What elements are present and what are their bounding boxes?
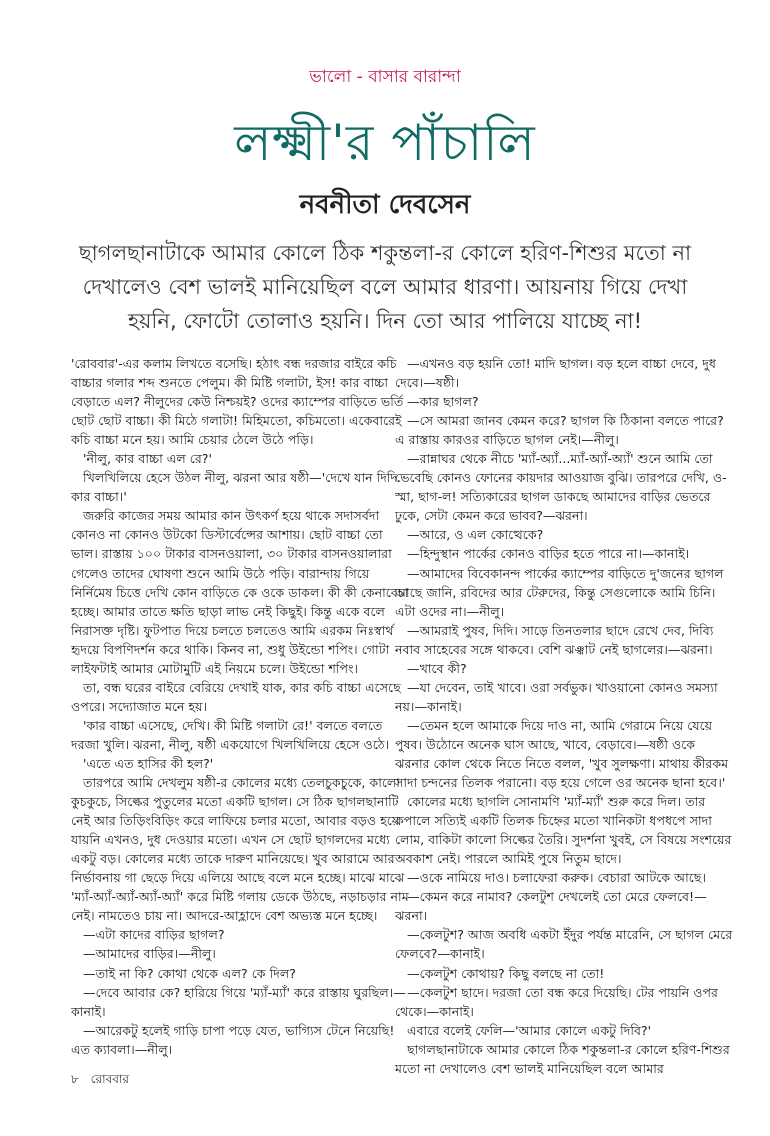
paragraph: —দেবে আবার কে? হারিয়ে গিয়ে 'ম্যাঁ-ম্যাঁ' করে রাস্তায় ঘুরছিল।—কানাই। — [71, 984, 406, 1019]
paragraph: 'নীলু, কার বাচ্চা এল রে?' — [83, 451, 212, 467]
paragraph: —এখনও বড় হয়নি তো! মাদি ছাগল। বড় হলে বাচ্চা দেবে, দুধ দেবে।—ষষ্ঠী। — [395, 356, 716, 391]
paragraph: তা, বন্ধ ঘরের বাইরে বেরিয়ে দেখাই যাক, কার কচি বাচ্চা এসেছে ওপরে। সদ্যোজাত মনে হয়। — [71, 679, 401, 714]
paragraph: ছাগলছানাটাকে আমার কোলে ঠিক শকুন্তলা-র কোলে হরিণ-শিশুর মতো না দেখালেও বেশ ভালই মানিয়েছিল বলে আমার — [395, 1041, 730, 1076]
paragraph: —কেলটুশ? আজ অবধি একটা ইঁদুর পর্যন্ত মারেনি, সে ছাগল মেরে ফেলবে?—কানাই। — [395, 927, 733, 962]
paragraph: —আমরাই পুষব, দিদি। সাড়ে তিনতলার ছাদে রেখে দেব, দিব্যি নবাব সাহেবের সঙ্গে থাকবে। বেশি ঝঞ্ঝাট নেই ছাগলের।—ঝরনা। — [395, 622, 714, 657]
article-title: লক্ষ্মী'র পাঁচালি — [234, 114, 536, 172]
section-kicker: ভালো - বাসার বারান্দা — [309, 67, 461, 87]
paragraph: 'কার বাচ্চা এসেছে, দেখি। কী মিষ্টি গলাটা রে!' বলতে বলতে দরজা খুলি। ঝরনা, নীলু, ষষ্ঠী একযোগে খিলখিলিয়ে হেসে ওঠে। — [71, 717, 390, 752]
paragraph: —হিন্দুস্থান পার্কের কোনও বাড়ির হতে পারে না।—কানাই। — [407, 546, 690, 562]
paragraph: —রান্নাঘর থেকে নীচে 'ম্যাঁ-অ্যাঁ...ম্যাঁ-অ্যাঁ-অ্যাঁ' শুনে আমি তো ভেবেছি কোনও ফোনের কায়দার আওয়াজ বুঝি। তারপরে দেখি, ও-স্মা, ছাগ-ল! সত্যিকারের ছাগল ডাকছে আমাদের বাড়ির ভেতরে ঢুকে, সেটা কেমন করে ভাবব?—ঝরনা। — [395, 451, 727, 524]
paragraph: —কার ছাগল? — [407, 394, 479, 410]
paragraph: —সে আমরা জানব কেমন করে? ছাগল কি ঠিকানা বলতে পারে? এ রাস্তায় কারওর বাড়িতে ছাগল নেই।—নীলু। — [395, 413, 724, 448]
paragraph: —আরেকটু হলেই গাড়ি চাপা পড়ে যেত, ভাগ্যিস টেনে নিয়েছি! এত ক্যাবলা।—নীলু। — [71, 1022, 395, 1057]
paragraph: —কেলটুশ ছাদে। দরজা তো বন্ধ করে দিয়েছি। টের পায়নি ওপর থেকে।—কানাই। — [395, 984, 718, 1019]
paragraph: —তেমন হলে আমাকে দিয়ে দাও না, আমি গেরামে নিয়ে যেয়ে পুষব। উঠোনে অনেক ঘাস আছে, খাবে, বেড়াবে।—ষষ্ঠী ওকে ঝরনার কোল থেকে নিতে নিতে বলল, 'খুব সুলক্ষণা। মাথায় কীরকম সাদা চন্দনের তিলক পরানো। বড় হয়ে গেলে ওর অনেক ছানা হবে।' — [395, 717, 729, 791]
paragraph: —কেমন করে নামাব? কেলটুশ দেখলেই তো মেরে ফেলবে!—ঝরনা। — [395, 889, 707, 924]
paragraph: —আমাদের বাড়ির।—নীলু। — [83, 946, 216, 962]
paragraph: 'এতে এত হাসির কী হল?' — [83, 755, 214, 771]
magazine-name: রোববার — [90, 1072, 130, 1086]
paragraph: এবারে বলেই ফেলি—'আমার কোলে একটু দিবি?' — [407, 1022, 652, 1038]
paragraph: —খাবে কী? — [407, 660, 467, 676]
body-column-left — [71, 354, 409, 1059]
paragraph: —আরে, ও এল কোত্থেকে? — [407, 527, 544, 543]
paragraph: —তাই না কি? কোথা থেকে এল? কে দিল? — [83, 965, 296, 981]
author-name: নবনীতা দেবসেন — [299, 190, 471, 220]
paragraph: খিলখিলিয়ে হেসে উঠল নীলু, ঝরনা আর ষষ্ঠী—'দেখে যান দিদি কার বাচ্চা।' — [71, 470, 398, 505]
paragraph: —ওকে নামিয়ে দাও। চলাফেরা করুক। বেচারা আটকে আছে। — [407, 870, 706, 886]
page-footer — [71, 1071, 137, 1091]
paragraph: —আমাদের বিবেকানন্দ পার্কের ক্যাম্পের বাড়িতে দু'জনের ছাগল আছে জানি, রবিদের আর টেরুদের, কিন্তু সেগুলোকে আমি চিনি। এটা ওদের না।—নীলু। — [395, 565, 724, 619]
paragraph: —যা দেবেন, তাই খাবে। ওরা সর্বভুক। খাওয়ানো কোনও সমস্যা নয়।—কানাই। — [395, 679, 718, 714]
paragraph: জরুরি কাজের সময় আমার কান উৎকর্ণ হয়ে থাকে সদাসর্বদা কোনও না কোনও উটকো ডিস্টার্বেন্সের আশায়। ছোট বাচ্চা তো ভাল। রাস্তায় ১০০ টাকার বাসনওয়ালা, ৩০ টাকার বাসনওয়ালারা গেলেও তাদের ঘোষণা শুনে আমি উঠে পড়ি। বারান্দায় গিয়ে নির্নিমেষ চিত্তে দেখি কোন বাড়িতে কে ওকে ডাকল। কী কী কেনাবেচা হচ্ছে। আমার তাতে ক্ষতি ছাড়া লাভ নেই কিছুই। কিন্তু একে বলে নিরাসক্ত দৃষ্টি। ফুটপাত দিয়ে চলতে চলতেও আমি এরকম নিঃস্বার্থ হৃদয়ে বিপণিদর্শন করে থাকি। কিনব না, শুধু উইন্ডো শপিং। গোটা লাইফটাই আমার মোটামুটি এই নিয়মে চলে। উইন্ডো শপিং। — [71, 508, 409, 676]
paragraph: 'রোববার'-এর কলাম লিখতে বসেছি। হঠাৎ বন্ধ দরজার বাইরে কচি বাচ্চার গলার শব্দ শুনতে পেলুম। কী মিষ্টি গলাটা, ইস! কার বাচ্চা বেড়াতে এল? নীলুদের কেউ নিশ্চয়ই? ওদের ক্যাম্পের বাড়িতে ভর্তি ছোট ছোট বাচ্চা। কী মিঠে গলাটা! মিহিমতো, কচিমতো। একেবারেই কচি বাচ্চা মনে হয়। আমি চেয়ার ঠেলে উঠে পড়ি। — [71, 356, 404, 448]
paragraph: —কেলটুশ কোথায়? কিছু বলছে না তো! — [407, 965, 605, 981]
paragraph: তারপরে আমি দেখলুম ষষ্ঠী-র কোলের মধ্যে তেলচুকচুকে, কালো কুচকুচে, সিল্কের পুতুলের মতো একটি ছাগল। সে ঠিক ছাগলছানাটি নেই আর তিড়িংবিড়িং করে লাফিয়ে চলার মতো, আবার বড়ও হয়ে যায়নি এখনও, দুধ দেওয়ার মতো। এখন সে ছোট ছাগলদের মধ্যে একটু বড়। কোলের মধ্যে তাকে দারুণ মানিয়েছে। খুব আরামে আর নির্ভাবনায় গা ছেড়ে দিয়ে এলিয়ে আছে বলে মনে হচ্ছে। মাঝে মাঝে 'ম্যাঁ-অ্যাঁ-অ্যাঁ-অ্যাঁ-অ্যাঁ' করে মিষ্টি গলায় ডেকে উঠছে, নড়াচড়ার নাম নেই। নামতেও চায় না। আদরে-আহ্লাদে বেশ অভ্যস্ত মনে হচ্ছে। — [71, 775, 409, 924]
paragraph: কোলের মধ্যে ছাগলি সোনামণি 'ম্যাঁ-ম্যাঁ' শুরু করে দিল। তার কপালে সত্যিই একটি তিলক চিহ্নের মতো খানিকটা ধপধপে সাদা লোম, বাকিটা কালো সিল্কের তৈরি। সুদর্শনা খুবই, সে বিষয়ে সংশয়ের অবকাশ নেই। পারলে আমিই পুষে নিতুম ছাদে। — [395, 794, 732, 867]
page-number: ৮ — [71, 1072, 79, 1086]
paragraph: —এটা কাদের বাড়ির ছাগল? — [83, 927, 225, 943]
body-column-right — [395, 354, 733, 1078]
standfirst: ছাগলছানাটাকে আমার কোলে ঠিক শকুন্তলা-র কোলে হরিণ-শিশুর মতো না দেখালেও বেশ ভালই মানিয়েছিল বলে আমার ধারণা। আয়নায় গিয়ে দেখা হয়নি, ফোটো তোলাও হয়নি। দিন তো আর পালিয়ে যাচ্ছে না! — [78, 241, 692, 333]
